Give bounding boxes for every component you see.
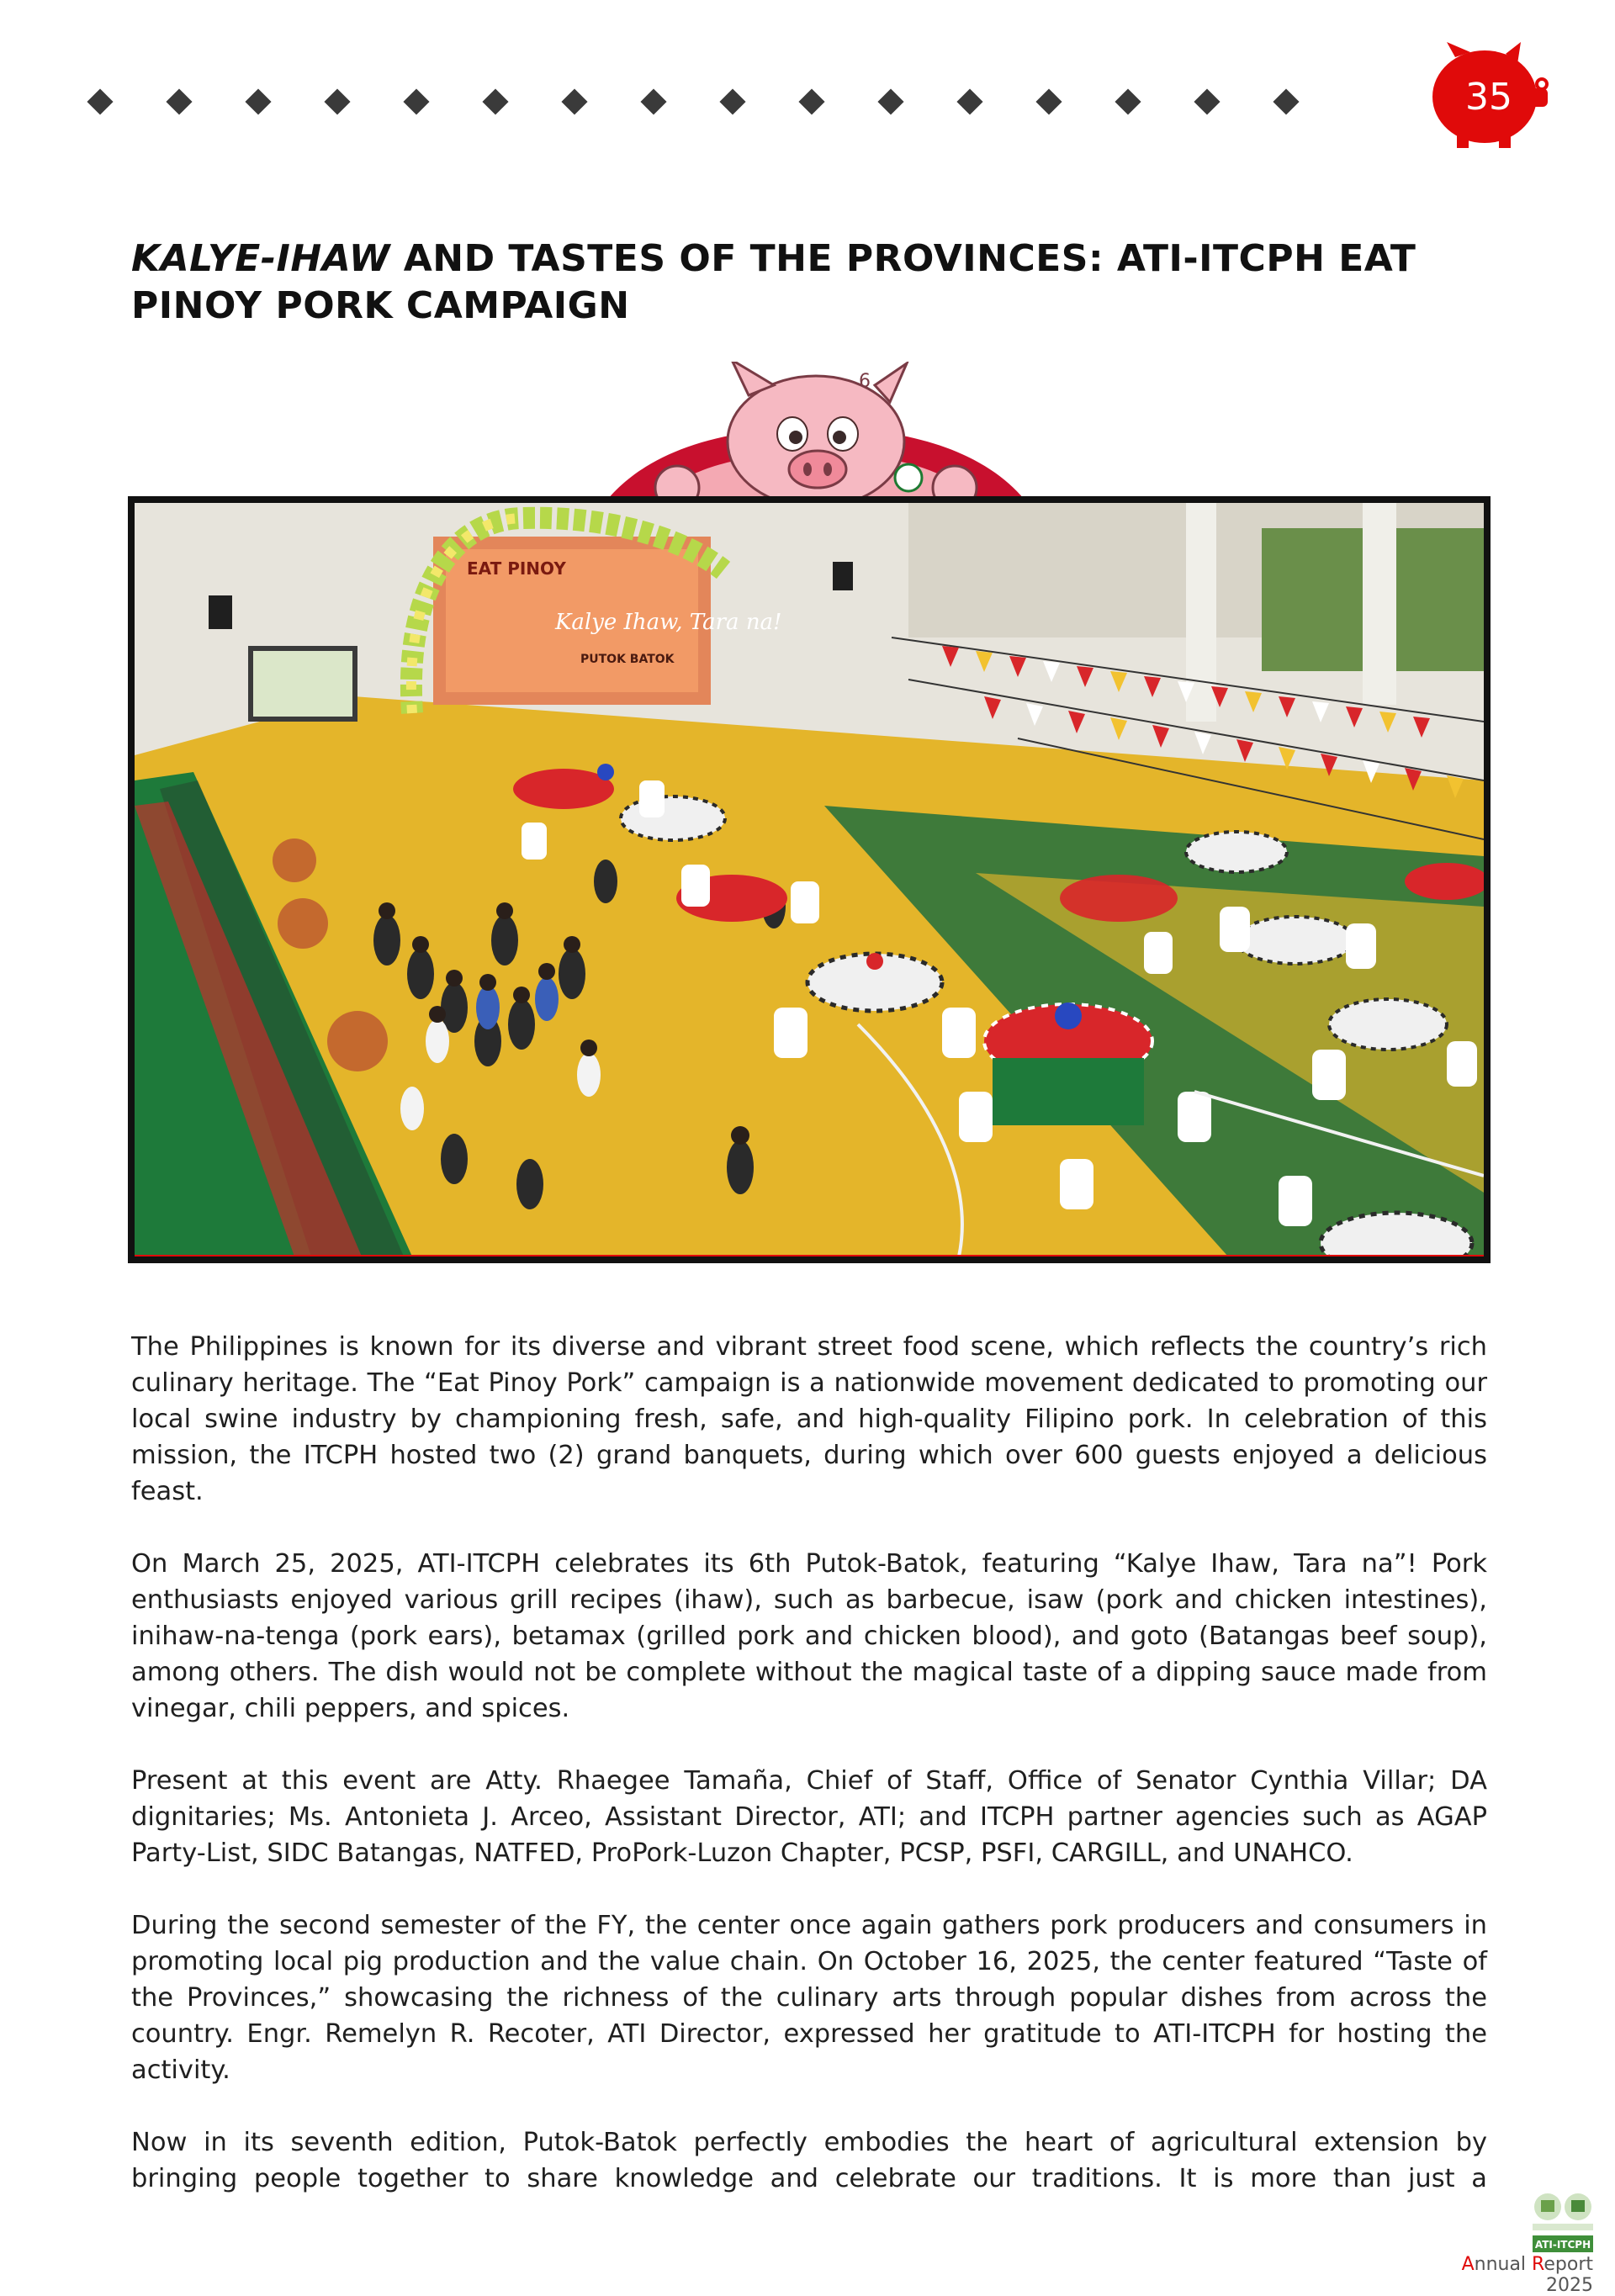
- banner-event: PUTOK BATOK: [580, 653, 675, 666]
- title-rest: AND TASTES OF THE PROVINCES: ATI-ITCPH EAT PINOY PORK CAMPAIGN: [131, 237, 1416, 327]
- footer-report-label: [1413, 2254, 1593, 2296]
- diamond-icon: [798, 88, 824, 114]
- body-paragraph: Present at this event are Atty. Rhaegee Tamaña, Chief of Staff, Office of Senator Cynthia Villar; DA dignitaries; Ms. Antonieta J. Arceo, Assistant Director, ATI; and ITCPH partner agencies such as AGAP Party-List, SIDC Batangas, NATFED, ProPork-Luzon Chapter, PCSP, PSFI, CARGILL, and UNAHCO.: [131, 1766, 1487, 1868]
- diamond-icon: [1115, 88, 1141, 114]
- diamond-icon: [640, 88, 666, 114]
- banner-brand: EAT PINOY: [467, 558, 566, 579]
- footer-rest: eport 2025: [1544, 2254, 1593, 2296]
- diamond-icon: [1194, 88, 1220, 114]
- diamond-icon: [561, 88, 587, 114]
- body-paragraph: The Philippines is known for its diverse and vibrant street food scene, which reflects the country’s rich culinary heritage. The “Eat Pinoy Pork” campaign is a nationwide movement dedicated to promoting our local swine industry by championing fresh, safe, and high-quality Filipino pork. In celebration of this mission, the ITCPH hosted two (2) grand banquets, during which over 600 guests enjoyed a delicious feast.: [131, 1332, 1487, 1506]
- footer-r: R: [1532, 2254, 1544, 2275]
- page-number: 35: [1465, 75, 1512, 119]
- diamond-icon: [482, 88, 508, 114]
- body-paragraph: During the second semester of the FY, the center once again gathers pork producers and consumers in promoting local pig production and the value chain. On October 16, 2025, the center featured “Taste of the Provinces,” showcasing the richness of the culinary arts through popular dishes from across the country. Engr. Remelyn R. Recoter, ATI Director, expressed her gratitude to ATI-ITCPH for hosting the activity.: [131, 1911, 1487, 2085]
- body-paragraph: Now in its seventh edition, Putok-Batok perfectly embodies the heart of agricultural extension by bringing people together to share knowledge and celebrate our traditions. It is more than just a: [131, 2128, 1487, 2193]
- title-italic: KALYE-IHAW: [131, 237, 390, 280]
- diamond-icon: [877, 88, 903, 114]
- logo-label: ATI-ITCPH: [1534, 2239, 1591, 2251]
- body-paragraph: On March 25, 2025, ATI-ITCPH celebrates its 6th Putok-Batok, featuring “Kalye Ihaw, Tara na”! Pork enthusiasts enjoyed various grill recipes (ihaw), such as barbecue, isaw (pork and chicken intestines), inihaw-na-tenga (pork ears), betamax (grilled pork and chicken blood), and goto (Batangas beef soup), among others. The dish would not be complete without the magical taste of a dipping sauce made from vinegar, chili peppers, and spices.: [131, 1549, 1487, 1723]
- banquet-hall-scene: [135, 503, 1484, 1256]
- diamond-icon: [245, 88, 271, 114]
- diamond-icon: [324, 88, 350, 114]
- diamond-icon: [1035, 88, 1062, 114]
- diamond-icon: [166, 88, 192, 114]
- diamond-icon: [87, 88, 113, 114]
- svg-text:6: 6: [859, 371, 871, 392]
- pig-mascot-illustration: [597, 362, 1035, 513]
- ati-itcph-logo: [1529, 2192, 1596, 2254]
- header-diamond-row: [82, 87, 1294, 121]
- article-body: [131, 1329, 1487, 2233]
- diamond-icon: [956, 88, 982, 114]
- banner-slogan: Kalye Ihaw, Tara na!: [555, 610, 782, 635]
- page-number-badge: [1422, 42, 1556, 151]
- diamond-icon: [719, 88, 745, 114]
- event-photo: [128, 496, 1491, 1263]
- diamond-icon: [1273, 88, 1299, 114]
- footer-a: A: [1461, 2254, 1475, 2275]
- footer-word1: nnual: [1474, 2254, 1533, 2275]
- article-title: [131, 235, 1494, 330]
- diamond-icon: [403, 88, 429, 114]
